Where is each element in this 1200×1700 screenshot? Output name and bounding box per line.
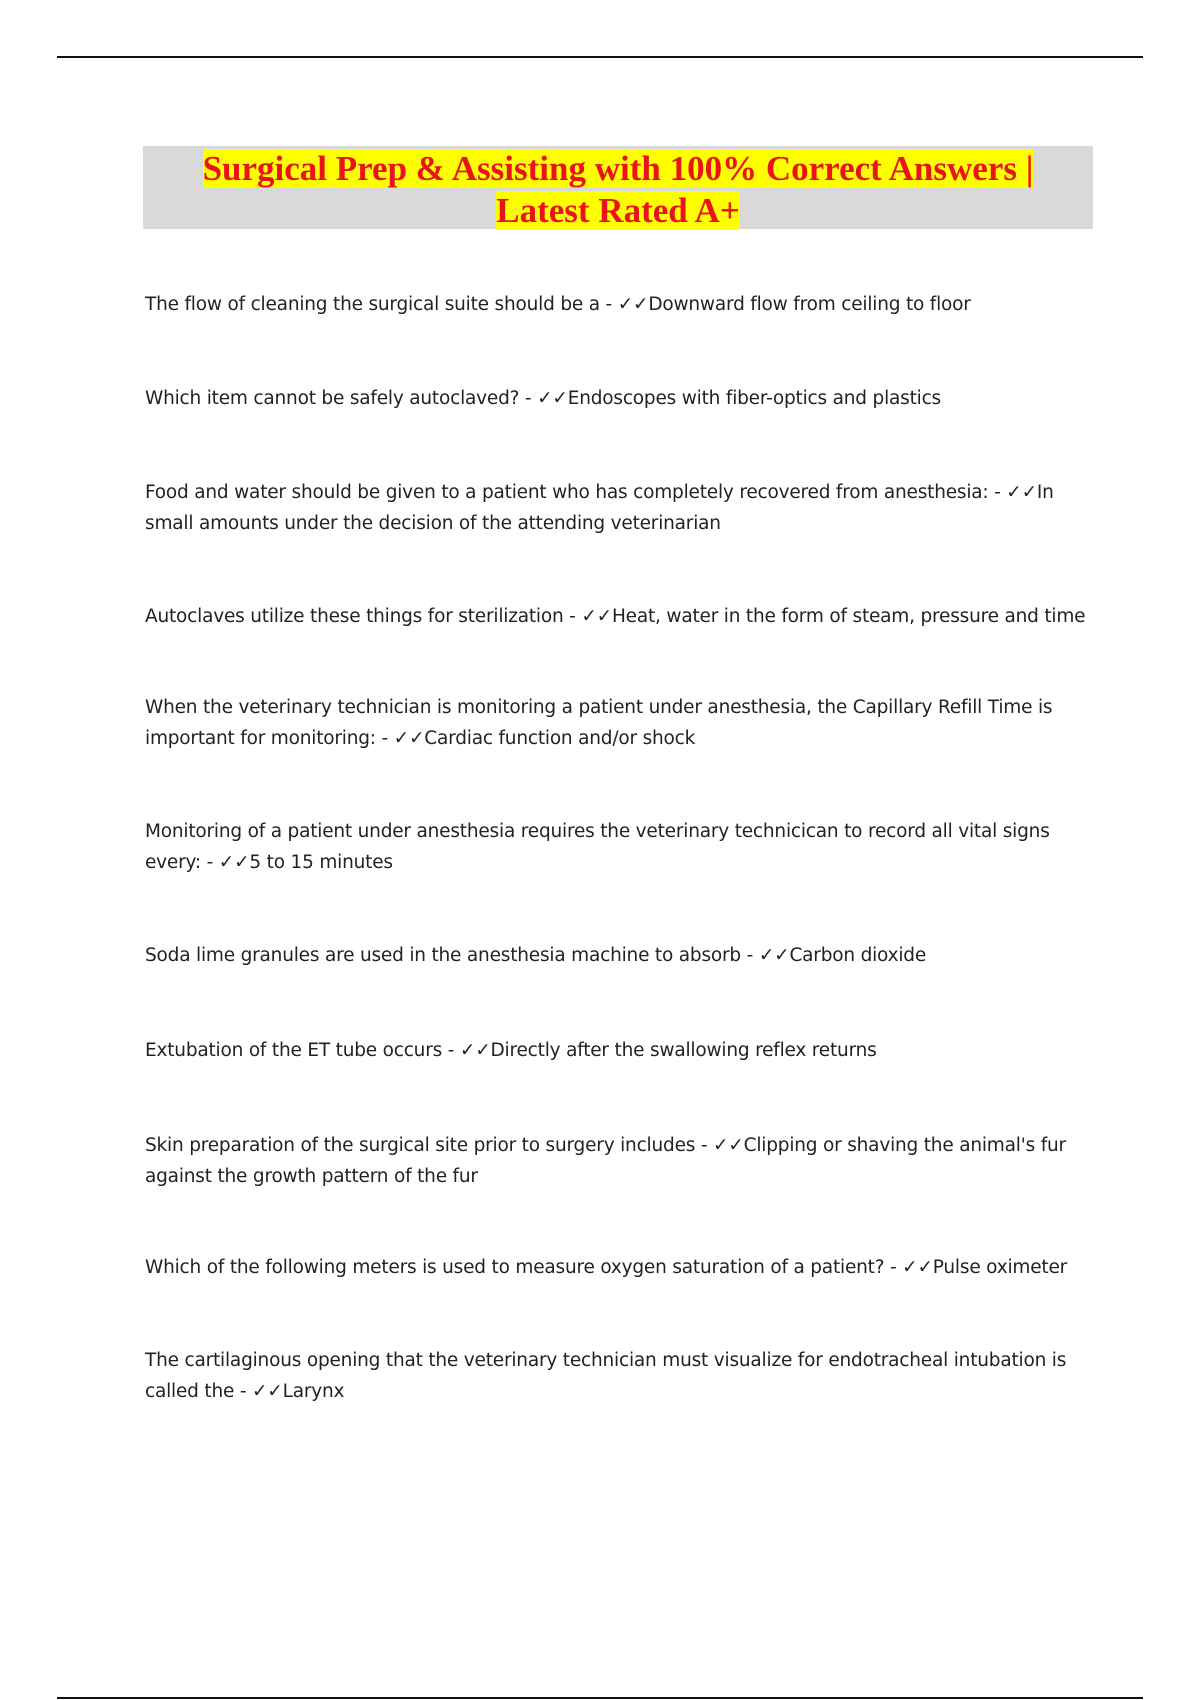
separator: -: [200, 852, 219, 873]
question: Monitoring of a patient under anesthesia requires the veterinary technicican to record all vital signs every:: [145, 821, 1050, 873]
separator: -: [599, 294, 618, 315]
qa-item-2: [145, 383, 1095, 414]
check-icon: ✓✓: [902, 1257, 933, 1278]
qa-item-3: [145, 477, 1095, 539]
answer: In small amounts under the decision of the attending veterinarian: [145, 482, 1054, 534]
bottom-rule: [57, 1697, 1143, 1699]
check-icon: ✓✓: [1006, 482, 1037, 503]
question: The flow of cleaning the surgical suite should be a: [145, 294, 600, 315]
question: Soda lime granules are used in the anesthesia machine to absorb: [145, 945, 741, 966]
check-icon: ✓✓: [459, 1040, 491, 1061]
check-icon: ✓✓: [537, 388, 568, 409]
document-title: [143, 146, 1093, 229]
separator: -: [234, 1381, 252, 1402]
separator: -: [519, 388, 538, 409]
answer: Cardiac function and/or shock: [424, 728, 696, 749]
qa-item-4: [145, 601, 1095, 632]
answer: 5 to 15 minutes: [249, 852, 393, 873]
question: Food and water should be given to a patient who has completely recovered from anesthesia:: [145, 482, 989, 503]
question: Skin preparation of the surgical site prior to surgery includes: [145, 1135, 696, 1156]
separator: -: [695, 1135, 714, 1156]
check-icon: ✓✓: [393, 728, 425, 749]
title-line-2: Latest Rated A+: [496, 191, 740, 230]
separator: -: [884, 1257, 903, 1278]
qa-item-9: [145, 1130, 1095, 1192]
answer: Directly after the swallowing reflex returns: [490, 1040, 877, 1061]
check-icon: ✓✓: [218, 852, 250, 873]
separator: -: [442, 1040, 460, 1061]
question: The cartilaginous opening that the veterinary technician must visualize for endotracheal intubation is called the: [145, 1350, 1067, 1402]
answer: Carbon dioxide: [789, 945, 927, 966]
qa-item-6: [145, 816, 1095, 878]
check-icon: ✓✓: [713, 1135, 744, 1156]
answer: Heat, water in the form of steam, pressure and time: [611, 606, 1086, 627]
check-icon: ✓✓: [252, 1381, 283, 1402]
check-icon: ✓✓: [581, 606, 612, 627]
question: When the veterinary technician is monitoring a patient under anesthesia, the Capillary Refill Time is important for monitoring:: [145, 697, 1053, 749]
check-icon: ✓✓: [758, 945, 790, 966]
separator: -: [988, 482, 1007, 503]
separator: -: [375, 728, 394, 749]
question: Which of the following meters is used to measure oxygen saturation of a patient?: [145, 1257, 885, 1278]
answer: Downward flow from ceiling to floor: [648, 294, 971, 315]
answer: Larynx: [282, 1381, 345, 1402]
title-line-1: Surgical Prep & Assisting with 100% Correct Answers |: [202, 149, 1034, 188]
answer: Endoscopes with fiber-optics and plastics: [567, 388, 941, 409]
qa-item-5: [145, 692, 1095, 754]
qa-item-1: [145, 289, 1095, 320]
top-rule: [57, 56, 1143, 58]
question: Autoclaves utilize these things for sterilization: [145, 606, 564, 627]
separator: -: [563, 606, 582, 627]
qa-item-11: [145, 1345, 1095, 1407]
question: Which item cannot be safely autoclaved?: [145, 388, 520, 409]
qa-item-8: [145, 1035, 1095, 1066]
answer: Pulse oximeter: [932, 1257, 1068, 1278]
check-icon: ✓✓: [617, 294, 649, 315]
question: Extubation of the ET tube occurs: [145, 1040, 443, 1061]
qa-item-7: [145, 940, 1095, 971]
qa-item-10: [145, 1252, 1095, 1283]
answer: Clipping or shaving the animal's fur against the growth pattern of the fur: [145, 1135, 1066, 1187]
separator: -: [740, 945, 759, 966]
